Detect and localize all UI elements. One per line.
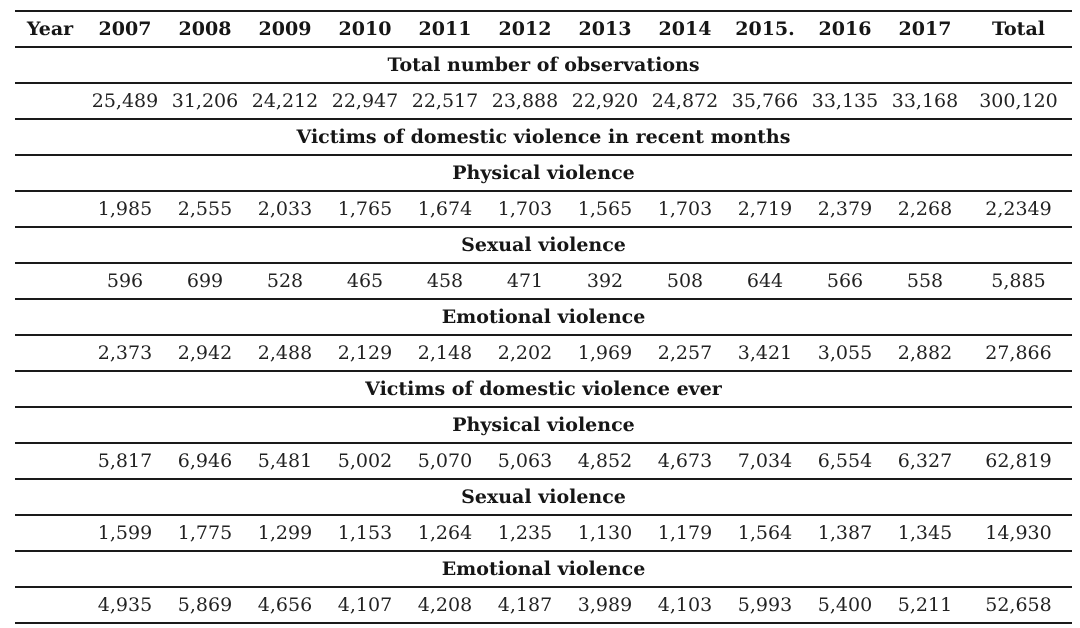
value-cell: 2,719: [737, 197, 793, 220]
value-cell: 4,935: [97, 593, 153, 616]
total-value-cell: 300,120: [979, 89, 1058, 112]
value-cell: 2,379: [817, 197, 873, 220]
value-cell: 3,421: [737, 341, 793, 364]
section-label: Sexual violence: [461, 233, 626, 256]
section-label: Total number of observations: [387, 53, 700, 76]
value-cell: 5,211: [897, 593, 953, 616]
value-cell: 1,599: [97, 521, 153, 544]
value-cell: 6,327: [897, 449, 953, 472]
section-row: [15, 407, 1072, 443]
section-label: Physical violence: [452, 413, 635, 436]
value-cell: 1,765: [337, 197, 393, 220]
column-header-2010: 2010: [338, 17, 392, 40]
section-label: Emotional violence: [441, 557, 646, 580]
column-header-year: Year: [26, 17, 74, 40]
section-label: Sexual violence: [461, 485, 626, 508]
value-cell: 1,179: [657, 521, 713, 544]
value-cell: 2,257: [657, 341, 713, 364]
value-cell: 4,187: [497, 593, 553, 616]
row-label-cell: [15, 335, 85, 371]
value-cell: 5,869: [177, 593, 233, 616]
value-cell: 4,208: [417, 593, 473, 616]
value-cell: 1,264: [417, 521, 473, 544]
value-cell: 1,153: [337, 521, 393, 544]
value-cell: 2,882: [897, 341, 953, 364]
total-value-cell: 14,930: [985, 521, 1052, 544]
value-cell: 2,129: [337, 341, 393, 364]
data-row: [15, 191, 1072, 227]
section-label: Emotional violence: [441, 305, 646, 328]
column-header-2013: 2013: [578, 17, 632, 40]
section-label: Victims of domestic violence in recent months: [296, 125, 791, 148]
value-cell: 1,703: [657, 197, 713, 220]
value-cell: 392: [586, 269, 624, 292]
value-cell: 22,517: [411, 89, 479, 112]
value-cell: 566: [826, 269, 864, 292]
value-cell: 5,993: [737, 593, 793, 616]
value-cell: 5,817: [97, 449, 153, 472]
value-cell: 25,489: [91, 89, 159, 112]
row-label-cell: [15, 587, 85, 623]
section-row: [15, 119, 1072, 155]
column-header-2016: 2016: [818, 17, 872, 40]
column-header-2014: 2014: [658, 17, 712, 40]
section-row: [15, 155, 1072, 191]
total-value-cell: 2,2349: [985, 197, 1052, 220]
value-cell: 23,888: [491, 89, 559, 112]
value-cell: 465: [346, 269, 384, 292]
violence-statistics-table: [15, 10, 1072, 624]
value-cell: 7,034: [737, 449, 793, 472]
column-header-2017: 2017: [898, 17, 952, 40]
value-cell: 5,063: [497, 449, 553, 472]
value-cell: 1,564: [737, 521, 793, 544]
value-cell: 1,345: [897, 521, 953, 544]
value-cell: 2,268: [897, 197, 953, 220]
value-cell: 3,989: [577, 593, 633, 616]
value-cell: 596: [106, 269, 144, 292]
value-cell: 644: [746, 269, 784, 292]
value-cell: 5,481: [257, 449, 313, 472]
value-cell: 1,565: [577, 197, 633, 220]
column-header-2015: 2015.: [735, 17, 795, 40]
value-cell: 528: [266, 269, 304, 292]
value-cell: 24,212: [251, 89, 319, 112]
value-cell: 2,942: [177, 341, 233, 364]
section-label: Victims of domestic violence ever: [365, 377, 722, 400]
data-row: [15, 515, 1072, 551]
value-cell: 5,002: [337, 449, 393, 472]
section-row: [15, 551, 1072, 587]
value-cell: 31,206: [171, 89, 239, 112]
value-cell: 558: [906, 269, 944, 292]
value-cell: 1,235: [497, 521, 553, 544]
value-cell: 1,387: [817, 521, 873, 544]
section-row: [15, 479, 1072, 515]
value-cell: 699: [186, 269, 224, 292]
total-value-cell: 5,885: [991, 269, 1046, 292]
value-cell: 4,852: [577, 449, 633, 472]
value-cell: 1,969: [577, 341, 633, 364]
value-cell: 1,674: [417, 197, 473, 220]
value-cell: 458: [426, 269, 464, 292]
section-row: [15, 47, 1072, 83]
value-cell: 1,775: [177, 521, 233, 544]
value-cell: 4,103: [657, 593, 713, 616]
value-cell: 5,070: [417, 449, 473, 472]
value-cell: 1,299: [257, 521, 313, 544]
value-cell: 5,400: [817, 593, 873, 616]
row-label-cell: [15, 191, 85, 227]
row-label-cell: [15, 515, 85, 551]
column-header-total: Total: [992, 17, 1045, 40]
value-cell: 2,202: [497, 341, 553, 364]
row-label-cell: [15, 443, 85, 479]
column-header-2012: 2012: [498, 17, 552, 40]
value-cell: 2,033: [257, 197, 313, 220]
row-label-cell: [15, 83, 85, 119]
value-cell: 1,985: [97, 197, 153, 220]
value-cell: 24,872: [651, 89, 719, 112]
data-row: [15, 587, 1072, 623]
column-header-2008: 2008: [178, 17, 232, 40]
value-cell: 6,554: [817, 449, 873, 472]
value-cell: 6,946: [177, 449, 233, 472]
section-label: Physical violence: [452, 161, 635, 184]
value-cell: 508: [666, 269, 704, 292]
table-header-row: [15, 11, 1072, 47]
column-header-2009: 2009: [258, 17, 312, 40]
data-row: [15, 443, 1072, 479]
value-cell: 1,130: [577, 521, 633, 544]
data-row: [15, 263, 1072, 299]
data-row: [15, 83, 1072, 119]
value-cell: 2,373: [97, 341, 153, 364]
total-value-cell: 62,819: [985, 449, 1052, 472]
value-cell: 1,703: [497, 197, 553, 220]
section-row: [15, 227, 1072, 263]
total-value-cell: 52,658: [985, 593, 1052, 616]
value-cell: 22,947: [331, 89, 399, 112]
value-cell: 471: [506, 269, 544, 292]
data-row: [15, 335, 1072, 371]
column-header-2011: 2011: [418, 17, 472, 40]
value-cell: 4,656: [257, 593, 313, 616]
total-value-cell: 27,866: [985, 341, 1052, 364]
value-cell: 2,555: [177, 197, 233, 220]
value-cell: 2,488: [257, 341, 313, 364]
value-cell: 22,920: [571, 89, 639, 112]
value-cell: 4,673: [657, 449, 713, 472]
value-cell: 33,135: [811, 89, 879, 112]
value-cell: 35,766: [731, 89, 799, 112]
column-header-2007: 2007: [98, 17, 152, 40]
section-row: [15, 299, 1072, 335]
value-cell: 2,148: [417, 341, 473, 364]
row-label-cell: [15, 263, 85, 299]
value-cell: 4,107: [337, 593, 393, 616]
section-row: [15, 371, 1072, 407]
value-cell: 3,055: [817, 341, 873, 364]
value-cell: 33,168: [891, 89, 959, 112]
